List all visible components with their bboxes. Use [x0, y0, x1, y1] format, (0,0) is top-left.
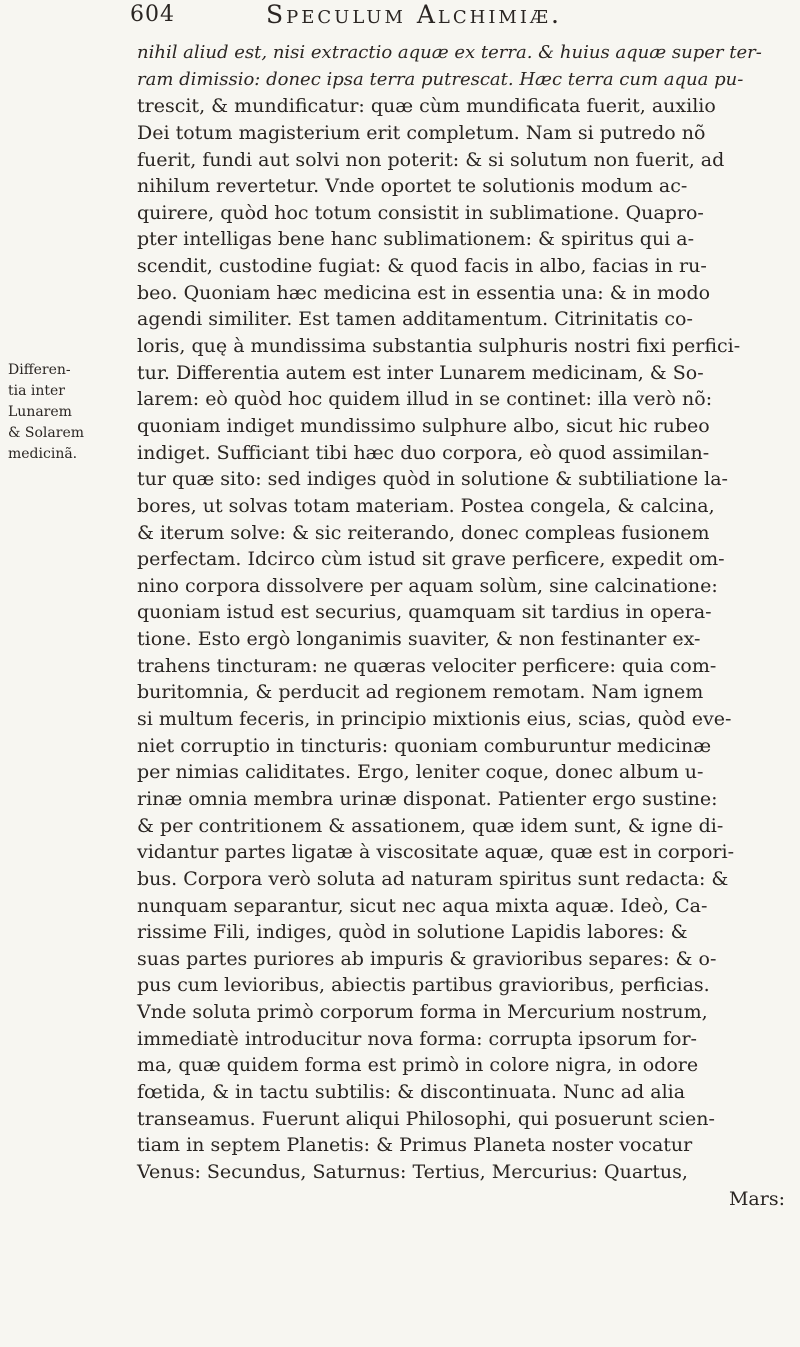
text-line: & iterum solve: & sic reiterando, donec compleas fusionem	[137, 521, 710, 544]
text-line: Vnde soluta primò corporum forma in Mercurium nostrum,	[137, 1001, 708, 1024]
text-line: beo. Quoniam hæc medicina est in essentia una: & in modo	[137, 281, 711, 304]
marginal-note-line: Differen-	[8, 362, 71, 378]
text-line: quirere, quòd hoc totum consistit in sublimatione. Quapro-	[137, 201, 704, 224]
text-line: per nimias caliditates. Ergo, leniter coque, donec album u-	[137, 761, 704, 784]
running-title: Speculum Alchimiæ.	[266, 0, 562, 29]
text-line: larem: eò quòd hoc quidem illud in se continet: illa verò nõ:	[137, 388, 713, 411]
text-line: pter intelligas bene hanc sublimationem: & spiritus qui a-	[137, 228, 695, 251]
page-header	[130, 0, 790, 30]
text-line: buritomnia, & perducit ad regionem remotam. Nam ignem	[137, 681, 704, 704]
text-line: trahens tincturam: ne quæras velociter perficere: quia com-	[137, 654, 717, 677]
text-line: quoniam istud est securius, quamquam sit tardius in opera-	[137, 601, 712, 624]
text-line: & per contritionem & assationem, quæ idem sunt, & igne di-	[137, 814, 724, 837]
text-line: suas partes puriores ab impuris & gravioribus separes: & o-	[137, 947, 717, 970]
text-line: loris, quę à mundissima substantia sulphuris nostri fixi perfici-	[137, 335, 741, 358]
text-line: ma, quæ quidem forma est primò in colore nigra, in odore	[137, 1054, 699, 1077]
text-line: pus cum levioribus, abiectis partibus gravioribus, perficias.	[137, 974, 710, 997]
text-line: bores, ut solvas totam materiam. Postea congela, & calcina,	[137, 494, 715, 517]
page-number: 604	[130, 2, 175, 27]
text-line: transeamus. Fuerunt aliqui Philosophi, qui posuerunt scien-	[137, 1107, 715, 1130]
body-text	[137, 40, 797, 1212]
text-line: Dei totum magisterium erit completum. Nam si putredo nõ	[137, 121, 706, 144]
text-line: si multum feceris, in principio mixtionis eius, scias, quòd eve-	[137, 708, 732, 731]
text-line: fuerit, fundi aut solvi non poterit: & si solutum non fuerit, ad	[137, 148, 725, 171]
text-line: nino corpora dissolvere per aquam solùm, sine calcinatione:	[137, 574, 718, 597]
text-line: vidantur partes ligatæ à viscositate aquæ, quæ est in corpori-	[137, 841, 734, 864]
catchword: Mars:	[728, 1187, 785, 1210]
text-line: nihil aliud est, nisi extractio aquæ ex terra. & huius aquæ super ter-	[137, 42, 762, 63]
text-line: Venus: Secundus, Saturnus: Tertius, Mercurius: Quartus,	[137, 1160, 688, 1183]
marginal-note	[8, 360, 128, 465]
text-line: bus. Corpora verò soluta ad naturam spiritus sunt redacta: &	[137, 867, 729, 890]
text-line: tiam in septem Planetis: & Primus Planeta noster vocatur	[137, 1134, 693, 1157]
text-line: tione. Esto ergò longanimis suaviter, & non festinanter ex-	[137, 628, 701, 651]
marginal-note-line: & Solarem	[8, 425, 85, 441]
text-line: niet corruptio in tincturis: quoniam comburuntur medicinæ	[137, 734, 712, 757]
marginal-note-line: Lunarem	[8, 404, 72, 420]
text-line: agendi similiter. Est tamen additamentum. Citrinitatis co-	[137, 308, 693, 331]
text-line: indiget. Sufficiant tibi hæc duo corpora, eò quod assimilan-	[137, 441, 710, 464]
marginal-note-line: medicinã.	[8, 446, 78, 462]
text-line: immediatè introducitur nova forma: corrupta ipsorum for-	[137, 1027, 697, 1050]
text-line: quoniam indiget mundissimo sulphure albo, sicut hic rubeo	[137, 414, 710, 437]
text-line: fœtida, & in tactu subtilis: & discontinuata. Nunc ad alia	[137, 1080, 686, 1103]
text-line: nihilum revertetur. Vnde oportet te solutionis modum ac-	[137, 175, 688, 198]
text-line: rissime Fili, indiges, quòd in solutione Lapidis labores: &	[137, 921, 688, 944]
text-line: perfectam. Idcirco cùm istud sit grave perficere, expedit om-	[137, 548, 725, 571]
text-line: tur. Differentia autem est inter Lunarem medicinam, & So-	[137, 361, 704, 384]
text-line: rinæ omnia membra urinæ disponat. Patienter ergo sustine:	[137, 787, 718, 810]
text-line: tur quæ sito: sed indiges quòd in solutione & subtiliatione la-	[137, 468, 728, 491]
text-line: trescit, & mundificatur: quæ cùm mundificata fuerit, auxilio	[137, 95, 716, 118]
text-line: ram dimissio: donec ipsa terra putrescat. Hæc terra cum aqua pu-	[137, 68, 744, 90]
text-line: scendit, custodine fugiat: & quod facis in albo, facias in ru-	[137, 255, 707, 278]
text-line: nunquam separantur, sicut nec aqua mixta aquæ. Ideò, Ca-	[137, 894, 708, 917]
marginal-note-line: tia inter	[8, 383, 65, 399]
